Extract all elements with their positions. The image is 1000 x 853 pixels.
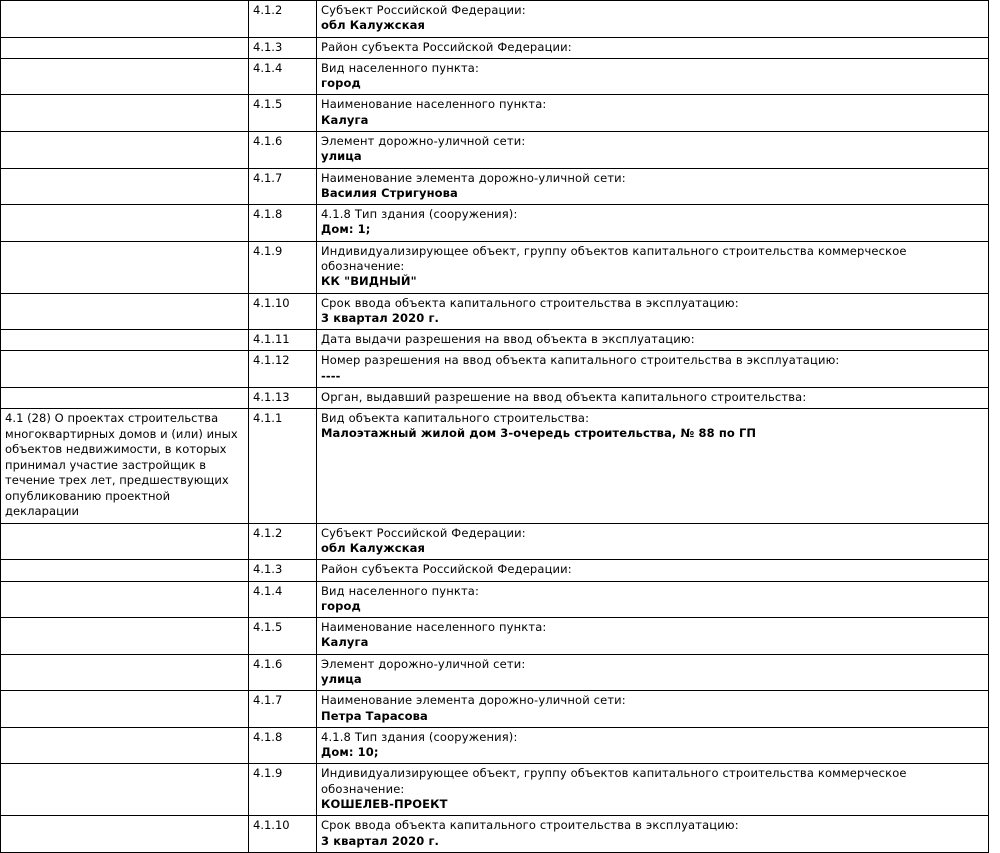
row-value-cell [317, 241, 989, 293]
section-label-cell [1, 581, 249, 618]
answer-text: ---- [321, 368, 341, 383]
section-title: 4.1 (28) О проектах строительства многоквартирных домов и (или) иных объектов недвижимости, в которых принимал участие застройщик в течение трех лет, предшествующих опубликованию проектной декларации [5, 411, 238, 519]
question-text: Наименование населенного пункта: [321, 620, 547, 635]
row-value-cell [317, 387, 989, 408]
row-value-cell [317, 764, 989, 816]
row-number: 4.1.3 [249, 37, 317, 58]
table-row [1, 131, 989, 168]
question-text: Вид населенного пункта: [321, 60, 480, 75]
answer-text: КК "ВИДНЫЙ" [321, 274, 417, 289]
question-text: 4.1.8 Тип здания (сооружения): [321, 729, 518, 744]
table-row [1, 37, 989, 58]
question-text: Вид объекта капитального строительства: [321, 411, 590, 426]
table-row [1, 95, 989, 132]
section-label-cell [1, 1, 249, 38]
table-row [1, 764, 989, 816]
table-row [1, 351, 989, 388]
answer-text: Малоэтажный жилой дом 3-очередь строительства, № 88 по ГП [321, 426, 757, 441]
row-number: 4.1.6 [249, 131, 317, 168]
table-row [1, 560, 989, 581]
answer-text: КОШЕЛЕВ-ПРОЕКТ [321, 797, 448, 812]
question-text: Срок ввода объекта капитального строительства в эксплуатацию: [321, 818, 739, 833]
answer-text: 3 квартал 2020 г. [321, 833, 440, 848]
answer-text: Василия Стригунова [321, 185, 458, 200]
section-label-cell [1, 293, 249, 330]
section-label-cell [1, 727, 249, 764]
row-number: 4.1.5 [249, 95, 317, 132]
section-label-cell [1, 37, 249, 58]
section-label-cell [1, 330, 249, 351]
table-row [1, 523, 989, 560]
row-value-cell [317, 168, 989, 205]
question-text: Наименование населенного пункта: [321, 97, 547, 112]
section-label-cell [1, 691, 249, 728]
question-text: Индивидуализирующее объект, группу объектов капитального строительства коммерческое обозначение: [321, 766, 907, 796]
section-label-cell [1, 168, 249, 205]
row-number: 4.1.8 [249, 727, 317, 764]
row-number: 4.1.5 [249, 618, 317, 655]
answer-text: Дом: 10; [321, 745, 379, 760]
table-row [1, 168, 989, 205]
question-text: Вид населенного пункта: [321, 583, 480, 598]
row-number: 4.1.4 [249, 58, 317, 95]
table-row [1, 654, 989, 691]
question-text: Субъект Российской Федерации: [321, 525, 526, 540]
section-label-cell [1, 409, 249, 524]
question-text: Район субъекта Российской Федерации: [321, 39, 572, 54]
answer-text: город [321, 76, 361, 91]
question-text: Район субъекта Российской Федерации: [321, 562, 572, 577]
table-row [1, 241, 989, 293]
row-value-cell [317, 37, 989, 58]
row-value-cell [317, 727, 989, 764]
row-number: 4.1.10 [249, 816, 317, 853]
question-text: Индивидуализирующее объект, группу объектов капитального строительства коммерческое обозначение: [321, 243, 907, 273]
answer-text: Калуга [321, 112, 369, 127]
row-value-cell [317, 654, 989, 691]
answer-text: Дом: 1; [321, 222, 371, 237]
answer-text: улица [321, 149, 362, 164]
answer-text: Петра Тарасова [321, 708, 428, 723]
row-number: 4.1.10 [249, 293, 317, 330]
row-number: 4.1.2 [249, 523, 317, 560]
table-row [1, 387, 989, 408]
question-text: Срок ввода объекта капитального строительства в эксплуатацию: [321, 295, 739, 310]
row-value-cell [317, 95, 989, 132]
table-row [1, 58, 989, 95]
row-number: 4.1.7 [249, 168, 317, 205]
section-label-cell [1, 764, 249, 816]
row-number: 4.1.9 [249, 764, 317, 816]
table-row [1, 816, 989, 853]
answer-text: город [321, 598, 361, 613]
row-value-cell [317, 205, 989, 242]
row-value-cell [317, 691, 989, 728]
table-row [1, 618, 989, 655]
row-number: 4.1.12 [249, 351, 317, 388]
row-number: 4.1.7 [249, 691, 317, 728]
question-text: Субъект Российской Федерации: [321, 3, 526, 17]
section-label-cell [1, 387, 249, 408]
section-label-cell [1, 241, 249, 293]
table-row-section-start [1, 409, 989, 524]
question-text: Наименование элемента дорожно-уличной сети: [321, 170, 626, 185]
question-text: Элемент дорожно-уличной сети: [321, 656, 526, 671]
table-row [1, 691, 989, 728]
question-text: Орган, выдавший разрешение на ввод объекта капитального строительства: [321, 389, 807, 404]
section-label-cell [1, 523, 249, 560]
question-text: 4.1.8 Тип здания (сооружения): [321, 207, 518, 222]
answer-text: 3 квартал 2020 г. [321, 310, 440, 325]
section-label-cell [1, 205, 249, 242]
row-value-cell [317, 409, 989, 524]
row-number: 4.1.1 [249, 409, 317, 524]
table-row [1, 205, 989, 242]
section-label-cell [1, 654, 249, 691]
section-label-cell [1, 816, 249, 853]
section-label-cell [1, 95, 249, 132]
table-body [1, 1, 989, 853]
answer-text: обл Калужская [321, 541, 425, 556]
question-text: Элемент дорожно-уличной сети: [321, 133, 526, 148]
row-number: 4.1.13 [249, 387, 317, 408]
row-value-cell [317, 330, 989, 351]
section-label-cell [1, 560, 249, 581]
row-value-cell [317, 351, 989, 388]
table-row [1, 293, 989, 330]
question-text: Наименование элемента дорожно-уличной сети: [321, 693, 626, 708]
section-label-cell [1, 131, 249, 168]
row-number: 4.1.9 [249, 241, 317, 293]
answer-text: Калуга [321, 635, 369, 650]
row-number: 4.1.8 [249, 205, 317, 242]
table-row [1, 330, 989, 351]
table-row [1, 1, 989, 38]
section-label-cell [1, 351, 249, 388]
table-row [1, 727, 989, 764]
row-value-cell [317, 58, 989, 95]
row-value-cell [317, 816, 989, 853]
answer-text: обл Калужская [321, 18, 425, 33]
row-value-cell [317, 1, 989, 38]
table-row [1, 581, 989, 618]
section-label-cell [1, 618, 249, 655]
row-value-cell [317, 523, 989, 560]
section-label-cell [1, 58, 249, 95]
row-value-cell [317, 131, 989, 168]
row-value-cell [317, 581, 989, 618]
row-value-cell [317, 560, 989, 581]
row-number: 4.1.3 [249, 560, 317, 581]
row-value-cell [317, 618, 989, 655]
row-number: 4.1.2 [249, 1, 317, 38]
row-number: 4.1.6 [249, 654, 317, 691]
row-number: 4.1.4 [249, 581, 317, 618]
row-number: 4.1.11 [249, 330, 317, 351]
row-value-cell [317, 293, 989, 330]
question-text: Дата выдачи разрешения на ввод объекта в эксплуатацию: [321, 332, 695, 347]
question-text: Номер разрешения на ввод объекта капитального строительства в эксплуатацию: [321, 353, 840, 368]
answer-text: улица [321, 672, 362, 687]
